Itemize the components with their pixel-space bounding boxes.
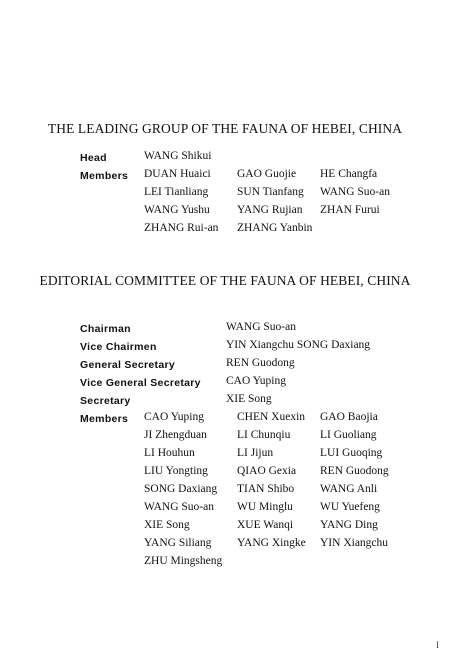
committee-member: CHEN Xuexin [237, 411, 306, 423]
committee-member: XUE Wanqi [237, 519, 294, 531]
members-label: Members [80, 170, 129, 182]
committee-member: WANG Suo-an [144, 501, 214, 513]
head-label: Head [80, 152, 107, 164]
role-value: XIE Song [226, 393, 272, 405]
committee-member: LI Chunqiu [237, 429, 291, 441]
role-label: Chairman [80, 323, 131, 335]
committee-member: CAO Yuping [144, 411, 204, 423]
leading-member: ZHANG Rui-an [144, 222, 219, 234]
committee-member: TIAN Shibo [237, 483, 295, 495]
role-label: Vice General Secretary [80, 377, 201, 389]
committee-member: JI Zhengduan [144, 429, 207, 441]
leading-member: DUAN Huaici [144, 168, 211, 180]
committee-member: ZHU Mingsheng [144, 555, 223, 567]
role-label: Secretary [80, 395, 131, 407]
committee-member: LUI Guoqing [320, 447, 383, 459]
role-label: Vice Chairmen [80, 341, 157, 353]
committee-member: QIAO Gexia [237, 465, 297, 477]
page-marker: I [436, 640, 439, 650]
editorial-committee-title: EDITORIAL COMMITTEE OF THE FAUNA OF HEBEI, CHINA [39, 273, 411, 288]
leading-member: GAO Guojie [237, 168, 297, 180]
leading-group-title: THE LEADING GROUP OF THE FAUNA OF HEBEI, CHINA [47, 121, 403, 136]
leading-member: ZHANG Yanbin [237, 222, 313, 234]
role-label: General Secretary [80, 359, 175, 371]
role-value: WANG Suo-an [226, 321, 296, 333]
leading-member: ZHAN Furui [320, 204, 380, 216]
leading-member: YANG Rujian [237, 204, 303, 216]
committee-member: LI Jijun [237, 447, 274, 459]
committee-member: XIE Song [144, 519, 190, 531]
committee-member: REN Guodong [320, 465, 389, 477]
committee-member: YANG Ding [320, 519, 378, 531]
committee-member: GAO Baojia [320, 411, 378, 423]
head-name: WANG Shikui [144, 150, 212, 162]
leading-member: WANG Suo-an [320, 186, 390, 198]
role-value: CAO Yuping [226, 375, 286, 387]
leading-member: LEI Tianliang [144, 186, 209, 198]
role-value: YIN Xiangchu SONG Daxiang [226, 339, 371, 351]
committee-member: LI Houhun [144, 447, 195, 459]
leading-member: HE Changfa [320, 168, 378, 180]
role-value: REN Guodong [226, 357, 295, 369]
committee-member: WANG Anli [320, 483, 378, 495]
committee-member: YANG Xingke [237, 537, 306, 549]
committee-member: YANG Siliang [144, 537, 212, 549]
leading-member: WANG Yushu [144, 204, 210, 216]
leading-member: SUN Tianfang [237, 186, 304, 198]
committee-member: LI Guoliang [320, 429, 377, 441]
committee-member: WU Minglu [237, 501, 293, 513]
committee-members-label: Members [80, 413, 129, 425]
committee-member: LIU Yongting [144, 465, 208, 477]
committee-member: YIN Xiangchu [320, 537, 389, 549]
committee-member: WU Yuefeng [320, 501, 380, 513]
committee-member: SONG Daxiang [144, 483, 218, 495]
